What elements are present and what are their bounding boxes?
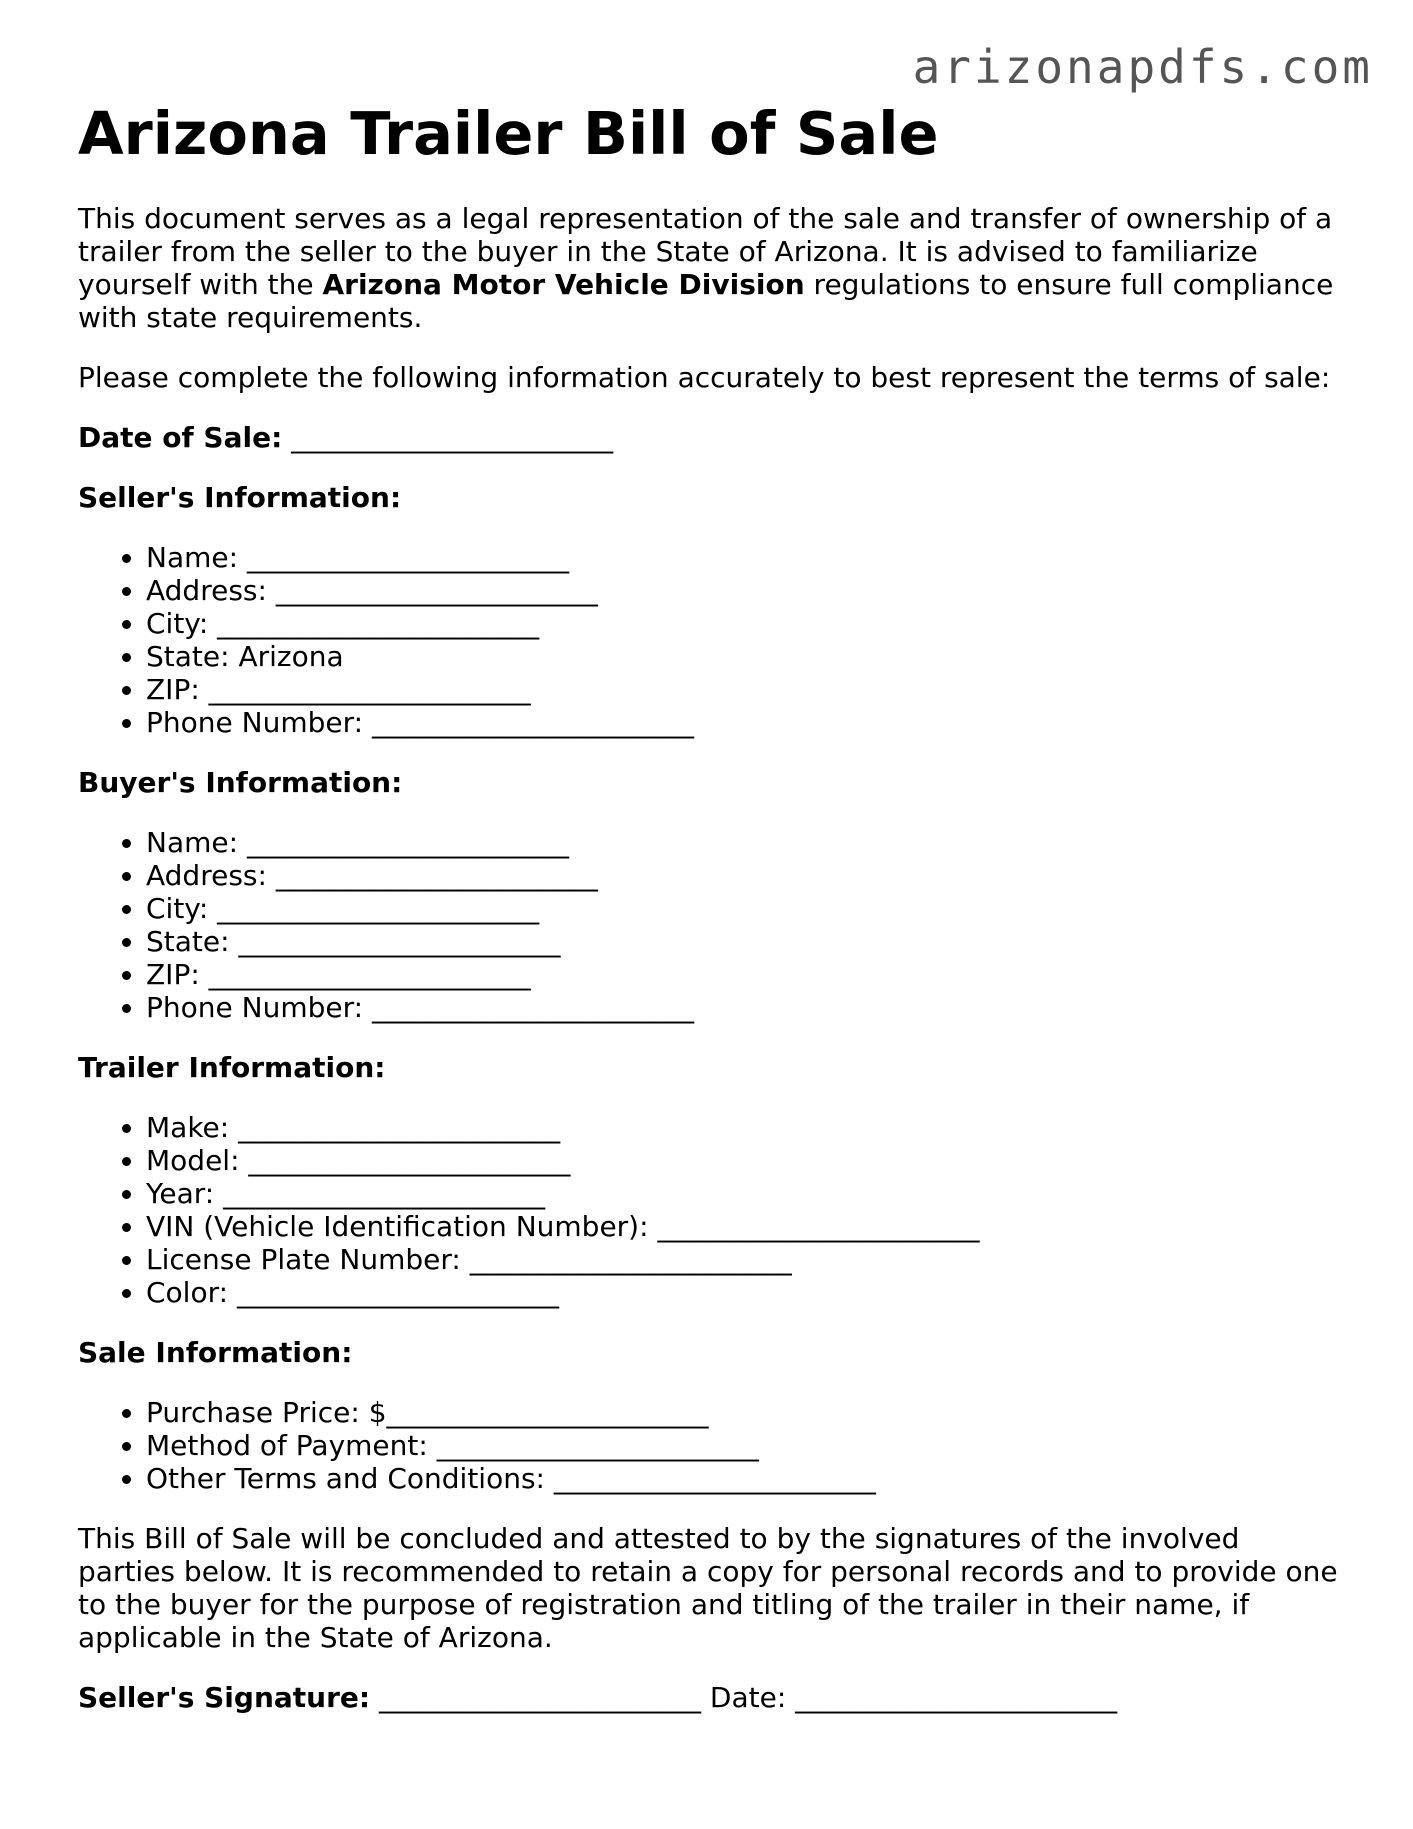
trailer-year-field[interactable]: • Year: _______________________ — [146, 1177, 1338, 1210]
buyer-name-field[interactable]: • Name: _______________________ — [146, 826, 1338, 859]
seller-info-list — [78, 541, 1338, 739]
trailer-license-plate-field[interactable]: • License Plate Number: _______________________ — [146, 1243, 1338, 1276]
intro-text-after: regulations to ensure full compliance with state requirements. — [78, 268, 1334, 334]
buyer-address-field[interactable]: • Address: _______________________ — [146, 859, 1338, 892]
trailer-model-field[interactable]: • Model: _______________________ — [146, 1144, 1338, 1177]
seller-name-field[interactable]: • Name: _______________________ — [146, 541, 1338, 574]
trailer-info-list — [78, 1111, 1338, 1309]
trailer-color-field[interactable]: • Color: _______________________ — [146, 1276, 1338, 1309]
trailer-make-field[interactable]: • Make: _______________________ — [146, 1111, 1338, 1144]
seller-city-field[interactable]: • City: _______________________ — [146, 607, 1338, 640]
date-of-sale-field[interactable] — [78, 421, 1338, 454]
buyer-state-field[interactable]: • State: _______________________ — [146, 925, 1338, 958]
signature-date-field[interactable]: Date: _______________________ — [701, 1681, 1118, 1714]
instructions-paragraph: Please complete the following information accurately to best represent the terms of sale: — [78, 361, 1331, 394]
trailer-vin-field[interactable]: • VIN (Vehicle Identification Number): _______________________ — [146, 1210, 1338, 1243]
payment-method-field[interactable]: • Method of Payment: _______________________ — [146, 1429, 1338, 1462]
seller-state-field: • State: Arizona — [146, 640, 1338, 673]
buyer-zip-field[interactable]: • ZIP: _______________________ — [146, 958, 1338, 991]
seller-signature-blank[interactable]: _______________________ — [370, 1681, 701, 1714]
seller-address-field[interactable]: • Address: _______________________ — [146, 574, 1338, 607]
seller-signature-label: Seller's Signature: — [78, 1681, 371, 1714]
watermark: arizonapdfs.com — [912, 40, 1373, 94]
seller-zip-field[interactable]: • ZIP: _______________________ — [146, 673, 1338, 706]
buyer-phone-field[interactable]: • Phone Number: _______________________ — [146, 991, 1338, 1024]
page-title: Arizona Trailer Bill of Sale — [78, 99, 939, 168]
trailer-section-title: Trailer Information: — [78, 1051, 386, 1084]
seller-section-title: Seller's Information: — [78, 481, 402, 514]
intro-bold-agency: Arizona Motor Vehicle Division — [322, 268, 805, 301]
other-terms-field[interactable]: • Other Terms and Conditions: _______________________ — [146, 1462, 1338, 1495]
intro-text-before: This document serves as a legal representation of the sale and transfer of ownership of a trailer from the seller to the buyer in the State of Arizona. It is advised to familiarize yourself with the — [78, 202, 1333, 301]
purchase-price-field[interactable]: • Purchase Price: $_______________________ — [146, 1396, 1338, 1429]
intro-paragraph — [78, 202, 1338, 334]
sale-info-list — [78, 1396, 1338, 1495]
closing-paragraph: This Bill of Sale will be concluded and attested to by the signatures of the involved parties below. It is recommended to retain a copy for personal records and to provide one to the buyer for the purpose of registration and titling of the trailer in their name, if applicable in the State of Arizona. — [78, 1522, 1338, 1654]
buyer-city-field[interactable]: • City: _______________________ — [146, 892, 1338, 925]
document-page — [78, 96, 1338, 1714]
buyer-info-list — [78, 826, 1338, 1024]
date-of-sale-label: Date of Sale: — [78, 421, 283, 454]
seller-signature-line — [78, 1681, 1338, 1714]
sale-section-title: Sale Information: — [78, 1336, 353, 1369]
buyer-section-title: Buyer's Information: — [78, 766, 403, 799]
date-of-sale-blank[interactable]: _______________________ — [282, 421, 614, 454]
seller-phone-field[interactable]: • Phone Number: _______________________ — [146, 706, 1338, 739]
